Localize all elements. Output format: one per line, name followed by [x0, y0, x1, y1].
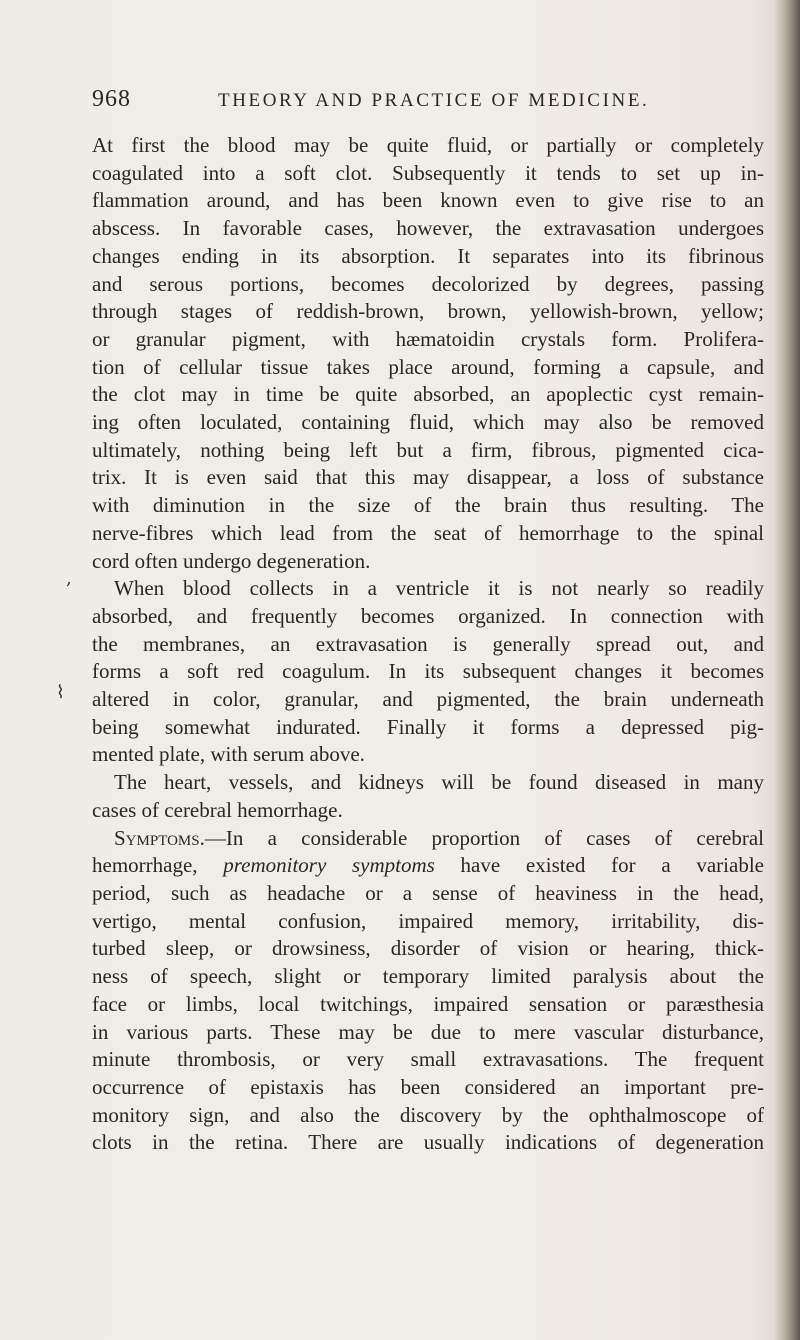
text-line — [92, 575, 764, 603]
text-fragment: forms a soft red coagulum. In its subsequent changes it becomes — [92, 659, 764, 684]
text-fragment: changes ending in its absorption. It separates into its fibrinous — [92, 243, 764, 268]
text-line — [92, 409, 764, 437]
text-fragment: coagulated into a soft clot. Subsequently it tends to set up in- — [92, 160, 764, 185]
text-fragment: trix. It is even said that this may disappear, a loss of substance — [92, 465, 764, 490]
text-fragment: the clot may in time be quite absorbed, an apoplectic cyst remain- — [92, 382, 764, 407]
text-line — [92, 243, 764, 271]
text-line — [92, 548, 764, 576]
text-line — [92, 603, 764, 631]
text-fragment: The heart, vessels, and kidneys will be found diseased in many — [114, 770, 764, 795]
text-line — [92, 852, 764, 880]
text-fragment: minute thrombosis, or very small extravasations. The frequent — [92, 1047, 764, 1072]
text-fragment: hemorrhage, — [92, 853, 224, 878]
body-text — [92, 132, 764, 1157]
text-fragment: in various parts. These may be due to mere vascular disturbance, — [92, 1019, 764, 1044]
text-line — [92, 492, 764, 520]
text-line — [92, 187, 764, 215]
text-fragment: have existed for a variable — [434, 853, 764, 878]
text-line — [92, 1129, 764, 1157]
text-line — [92, 381, 764, 409]
text-line — [92, 1019, 764, 1047]
text-line — [92, 326, 764, 354]
text-line — [92, 1074, 764, 1102]
text-line — [92, 963, 764, 991]
text-fragment: ing often loculated, containing fluid, which may also be removed — [92, 410, 764, 435]
text-fragment: cases of cerebral hemorrhage. — [92, 797, 343, 822]
text-fragment: monitory sign, and also the discovery by the ophthalmoscope of — [92, 1102, 764, 1127]
page-number: 968 — [92, 86, 131, 112]
page-header — [92, 86, 752, 116]
text-line — [92, 1102, 764, 1130]
text-fragment: At first the blood may be quite fluid, or partially or completely — [92, 133, 764, 157]
text-line — [92, 631, 764, 659]
text-fragment: through stages of reddish-brown, brown, yellowish-brown, yellow; — [92, 299, 764, 324]
text-fragment: nerve-fibres which lead from the seat of hemorrhage to the spinal — [92, 520, 764, 545]
text-line — [92, 215, 764, 243]
text-line — [92, 908, 764, 936]
text-line — [92, 1046, 764, 1074]
text-fragment: altered in color, granular, and pigmented, the brain underneath — [92, 687, 764, 712]
text-fragment: period, such as headache or a sense of heaviness in the head, — [92, 880, 764, 905]
text-line — [92, 437, 764, 465]
text-fragment: or granular pigment, with hæmatoidin crystals form. Prolifera- — [92, 326, 764, 351]
margin-mark: ⌇ — [56, 682, 65, 703]
margin-mark: , — [66, 568, 72, 589]
text-fragment: face or limbs, local twitchings, impaired sensation or paræsthesia — [92, 991, 764, 1016]
text-fragment: occurrence of epistaxis has been considered an important pre- — [92, 1074, 764, 1099]
text-line — [92, 797, 764, 825]
text-fragment: the membranes, an extravasation is generally spread out, and — [92, 631, 764, 656]
text-fragment: absorbed, and frequently becomes organized. In connection with — [92, 603, 764, 628]
text-line — [92, 464, 764, 492]
text-line — [92, 354, 764, 382]
text-line — [92, 520, 764, 548]
text-fragment: tion of cellular tissue takes place around, forming a capsule, and — [92, 354, 764, 379]
text-fragment: mented plate, with serum above. — [92, 742, 365, 767]
text-line — [92, 825, 764, 853]
italic-term: premonitory symptoms — [223, 853, 435, 878]
section-heading: Symptoms. — [114, 825, 205, 850]
text-line — [92, 160, 764, 188]
text-line — [92, 298, 764, 326]
text-line — [92, 714, 764, 742]
text-fragment: ness of speech, slight or temporary limited paralysis about the — [92, 964, 764, 989]
text-fragment: turbed sleep, or drowsiness, disorder of vision or hearing, thick- — [92, 936, 764, 961]
page-edge-shadow — [774, 0, 800, 1340]
text-fragment: ultimately, nothing being left but a firm, fibrous, pigmented cica- — [92, 437, 764, 462]
text-fragment: clots in the retina. There are usually indications of degeneration — [92, 1130, 764, 1155]
text-fragment: When blood collects in a ventricle it is not nearly so readily — [114, 576, 764, 601]
text-line — [92, 935, 764, 963]
text-fragment: abscess. In favorable cases, however, the extravasation undergoes — [92, 216, 764, 241]
text-fragment: cord often undergo degeneration. — [92, 548, 371, 573]
text-line — [92, 880, 764, 908]
text-fragment: flammation around, and has been known even to give rise to an — [92, 188, 764, 213]
text-line — [92, 132, 764, 160]
text-line — [92, 991, 764, 1019]
text-line — [92, 769, 764, 797]
text-fragment: and serous portions, becomes decolorized by degrees, passing — [92, 271, 764, 296]
text-line — [92, 686, 764, 714]
text-line — [92, 658, 764, 686]
running-head: THEORY AND PRACTICE OF MEDICINE. — [218, 90, 650, 111]
text-fragment: with diminution in the size of the brain thus resulting. The — [92, 493, 764, 518]
text-fragment: —In a considerable proportion of cases of cerebral — [204, 825, 764, 850]
text-line — [92, 271, 764, 299]
text-line — [92, 741, 764, 769]
text-fragment: vertigo, mental confusion, impaired memory, irritability, dis- — [92, 908, 764, 933]
text-fragment: being somewhat indurated. Finally it forms a depressed pig- — [92, 714, 764, 739]
